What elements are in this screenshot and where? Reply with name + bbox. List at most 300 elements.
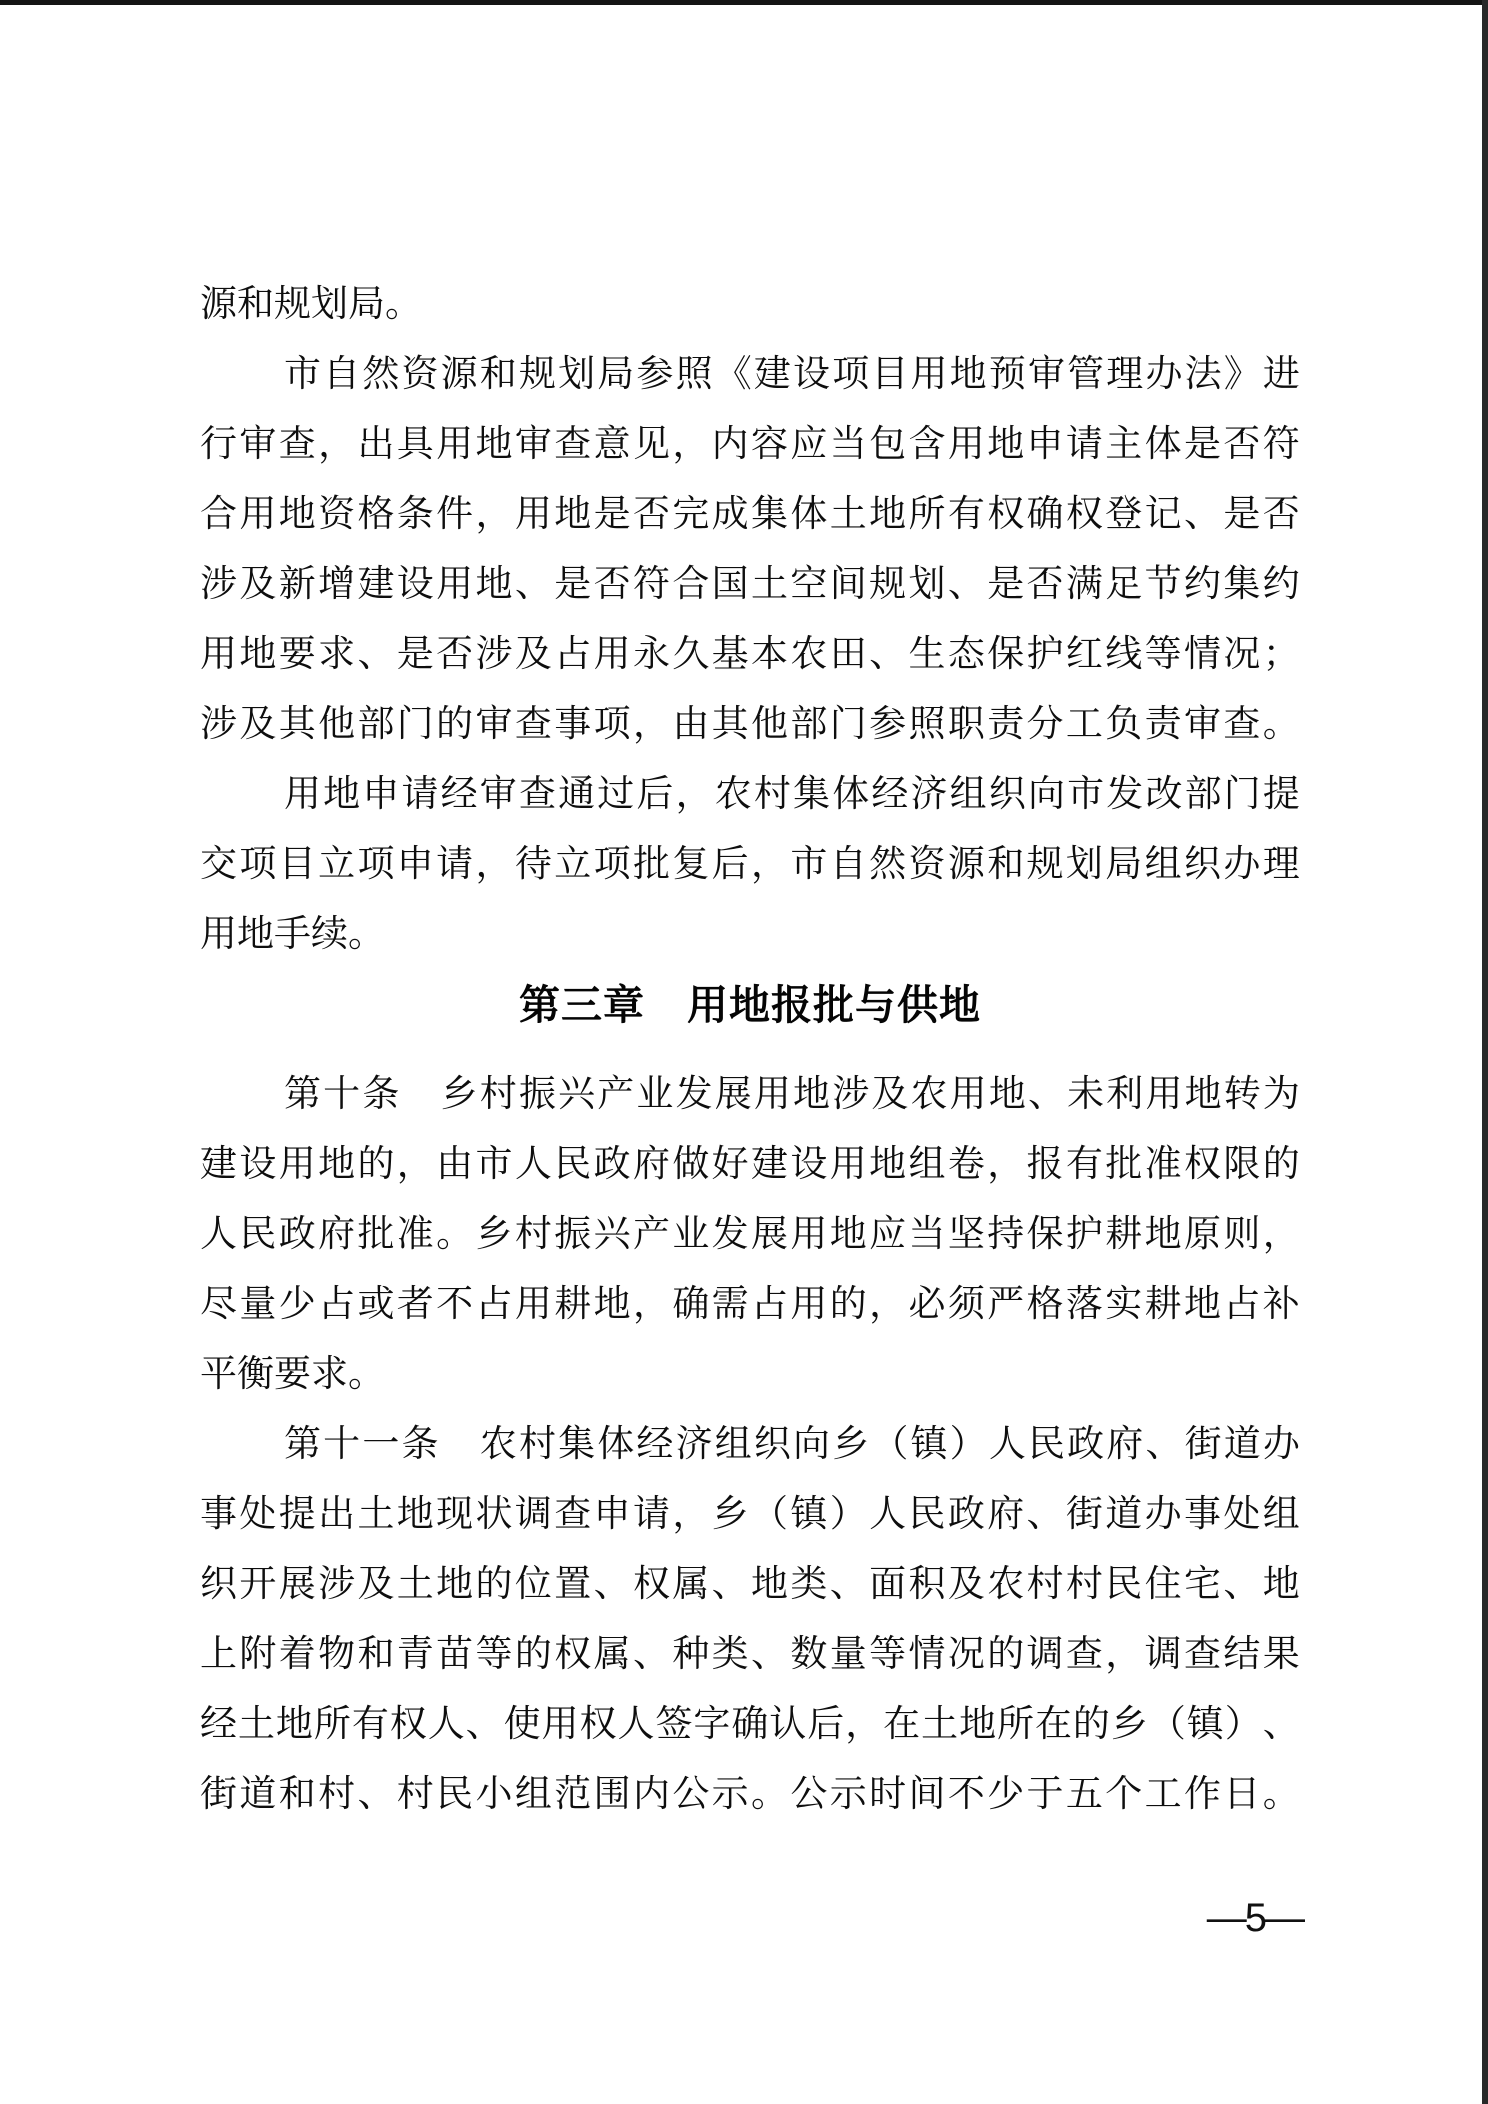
glyph: 请 bbox=[401, 774, 439, 815]
glyph: 审 bbox=[1183, 704, 1221, 745]
text-line bbox=[200, 1550, 1300, 1620]
glyph: 用 bbox=[514, 1284, 552, 1325]
glyph: 量 bbox=[239, 1284, 277, 1325]
glyph: 认 bbox=[769, 1704, 807, 1745]
glyph: 乡 bbox=[475, 1214, 513, 1255]
glyph: 卷 bbox=[947, 1144, 985, 1185]
glyph: 地 bbox=[318, 1144, 356, 1185]
paragraph bbox=[200, 1410, 1300, 1830]
glyph: 、 bbox=[751, 1634, 789, 1675]
glyph: 权 bbox=[632, 1564, 670, 1605]
glyph: 况 bbox=[1223, 634, 1261, 675]
glyph: 等 bbox=[475, 1634, 513, 1675]
glyph: 划 bbox=[558, 354, 596, 395]
glyph: 记 bbox=[1144, 494, 1182, 535]
glyph: 的 bbox=[475, 1564, 513, 1605]
glyph: 占 bbox=[318, 1284, 356, 1325]
glyph: 则 bbox=[1223, 1214, 1261, 1255]
glyph: 经 bbox=[440, 774, 478, 815]
glyph: 组 bbox=[1262, 1494, 1300, 1535]
glyph: 当 bbox=[829, 424, 867, 465]
glyph: 落 bbox=[1065, 1284, 1103, 1325]
glyph: 村 bbox=[518, 1424, 556, 1465]
glyph: 久 bbox=[672, 634, 710, 675]
glyph: 预 bbox=[988, 354, 1026, 395]
glyph: 组 bbox=[949, 774, 987, 815]
text-line bbox=[200, 340, 1300, 410]
glyph: 政 bbox=[1067, 1424, 1105, 1465]
glyph: 部 bbox=[357, 704, 395, 745]
glyph: 所 bbox=[997, 1704, 1035, 1745]
glyph: 者 bbox=[396, 1284, 434, 1325]
glyph: 当 bbox=[908, 1214, 946, 1255]
glyph: 地 bbox=[949, 354, 987, 395]
glyph: 村 bbox=[396, 1774, 434, 1815]
glyph: 村 bbox=[514, 1214, 552, 1255]
glyph: 划 bbox=[908, 564, 946, 605]
glyph: 的 bbox=[1072, 1704, 1110, 1745]
glyph: 田 bbox=[829, 634, 867, 675]
glyph: 府 bbox=[632, 1144, 670, 1185]
glyph: 条 bbox=[362, 1074, 400, 1115]
glyph: 提 bbox=[278, 1494, 316, 1535]
glyph: 用 bbox=[239, 494, 277, 535]
glyph: 具 bbox=[396, 424, 434, 465]
glyph: 、 bbox=[465, 1704, 503, 1745]
glyph: 内 bbox=[632, 1774, 670, 1815]
glyph: 示 bbox=[829, 1774, 867, 1815]
glyph: 农 bbox=[790, 634, 828, 675]
glyph: 照 bbox=[908, 704, 946, 745]
glyph: 符 bbox=[1262, 424, 1300, 465]
paragraph bbox=[200, 760, 1300, 970]
glyph: 设 bbox=[793, 354, 831, 395]
glyph: 审 bbox=[479, 774, 517, 815]
glyph: 权 bbox=[1065, 494, 1103, 535]
text-line bbox=[200, 1060, 1300, 1130]
glyph: 权 bbox=[554, 1634, 592, 1675]
glyph: 、 bbox=[711, 1564, 749, 1605]
glyph: 镇 bbox=[1186, 1704, 1224, 1745]
glyph: 地 bbox=[987, 424, 1025, 465]
glyph: 土 bbox=[921, 1704, 959, 1745]
text-line bbox=[200, 550, 1300, 620]
text-line bbox=[200, 690, 1300, 760]
text-line bbox=[200, 1480, 1300, 1550]
glyph: 间 bbox=[908, 1774, 946, 1815]
text-line bbox=[200, 410, 1300, 480]
glyph: 济 bbox=[675, 1424, 713, 1465]
glyph: 工 bbox=[1144, 1774, 1182, 1815]
glyph: 向 bbox=[793, 1424, 831, 1465]
glyph: 新 bbox=[278, 564, 316, 605]
glyph: 地 bbox=[436, 1564, 474, 1605]
glyph: 属 bbox=[672, 1564, 710, 1605]
glyph: 含 bbox=[908, 424, 946, 465]
glyph: 情 bbox=[1183, 634, 1221, 675]
glyph: 、 bbox=[357, 634, 395, 675]
glyph: 镇 bbox=[910, 1424, 948, 1465]
glyph: ， bbox=[1105, 1634, 1143, 1675]
glyph: 管 bbox=[1067, 354, 1105, 395]
glyph: 查 bbox=[1223, 704, 1261, 745]
glyph: 村 bbox=[318, 1774, 356, 1815]
glyph: 理 bbox=[1106, 354, 1144, 395]
glyph: 资 bbox=[318, 494, 356, 535]
glyph: 参 bbox=[869, 704, 907, 745]
glyph: 审 bbox=[514, 424, 552, 465]
glyph: 发 bbox=[711, 1214, 749, 1255]
glyph: 展 bbox=[751, 1214, 789, 1255]
glyph: 理 bbox=[1262, 844, 1300, 885]
glyph: 村 bbox=[1026, 1564, 1064, 1605]
glyph: 为 bbox=[1262, 1074, 1300, 1115]
glyph: 》 bbox=[1223, 354, 1261, 395]
glyph: 请 bbox=[632, 1494, 670, 1535]
glyph: 村 bbox=[479, 1074, 517, 1115]
glyph: 准 bbox=[1144, 1144, 1182, 1185]
glyph: 护 bbox=[1026, 634, 1064, 675]
glyph: 权 bbox=[1183, 1144, 1221, 1185]
glyph: 地 bbox=[1184, 1074, 1222, 1115]
glyph: 他 bbox=[318, 704, 356, 745]
glyph: 行 bbox=[200, 424, 237, 465]
glyph: 应 bbox=[790, 424, 828, 465]
glyph: ， bbox=[675, 774, 713, 815]
glyph: 镇 bbox=[790, 1494, 828, 1535]
glyph: 通 bbox=[558, 774, 596, 815]
glyph: 是 bbox=[554, 564, 592, 605]
glyph: 涉 bbox=[200, 704, 237, 745]
glyph bbox=[441, 1410, 478, 1480]
glyph: 生 bbox=[908, 634, 946, 675]
glyph: 用 bbox=[910, 354, 948, 395]
glyph: 门 bbox=[396, 704, 434, 745]
glyph: 地 bbox=[275, 1704, 313, 1745]
glyph: 公 bbox=[790, 1774, 828, 1815]
glyph: （ bbox=[1148, 1704, 1186, 1745]
glyph: 公 bbox=[672, 1774, 710, 1815]
glyph: 乡 bbox=[1110, 1704, 1148, 1745]
chapter-heading: 第三章 用地报批与供地 bbox=[519, 982, 981, 1028]
glyph: 果 bbox=[1262, 1634, 1300, 1675]
glyph: 过 bbox=[597, 774, 635, 815]
glyph: 结 bbox=[1223, 1634, 1261, 1675]
glyph: 尽 bbox=[200, 1284, 237, 1325]
glyph: 涉 bbox=[318, 1564, 356, 1605]
glyph: 体 bbox=[1144, 424, 1182, 465]
glyph: 批 bbox=[632, 844, 670, 885]
glyph: 出 bbox=[357, 424, 395, 465]
glyph: 门 bbox=[1223, 774, 1261, 815]
glyph: 项 bbox=[239, 844, 277, 885]
glyph: 和 bbox=[278, 1774, 316, 1815]
glyph: 个 bbox=[1105, 1774, 1143, 1815]
glyph: 是 bbox=[1223, 494, 1261, 535]
glyph: 申 bbox=[396, 844, 434, 885]
glyph: 体 bbox=[597, 1424, 635, 1465]
glyph: ， bbox=[1262, 1214, 1300, 1255]
glyph: 项 bbox=[832, 354, 870, 395]
glyph: 否 bbox=[1026, 564, 1064, 605]
glyph: 建 bbox=[200, 1144, 237, 1185]
glyph: 资 bbox=[401, 354, 439, 395]
glyph: 建 bbox=[751, 1144, 789, 1185]
glyph: 应 bbox=[869, 1214, 907, 1255]
glyph: 用 bbox=[829, 1144, 867, 1185]
glyph: 用 bbox=[284, 774, 321, 815]
glyph: 上 bbox=[200, 1634, 237, 1675]
glyph: 查 bbox=[1183, 1634, 1221, 1675]
glyph: 少 bbox=[987, 1774, 1025, 1815]
glyph: 和 bbox=[357, 1634, 395, 1675]
glyph: 目 bbox=[871, 354, 909, 395]
glyph: 、 bbox=[357, 1774, 395, 1815]
glyph: 农 bbox=[479, 1424, 517, 1465]
text-line bbox=[200, 620, 1300, 690]
glyph: 住 bbox=[1144, 1564, 1182, 1605]
glyph: 源 bbox=[440, 354, 478, 395]
glyph: 类 bbox=[790, 1564, 828, 1605]
glyph: 否 bbox=[1262, 494, 1300, 535]
glyph: 织 bbox=[988, 774, 1026, 815]
glyph: 青 bbox=[396, 1634, 434, 1675]
glyph: 格 bbox=[357, 494, 395, 535]
glyph: 是 bbox=[593, 494, 631, 535]
glyph: 人 bbox=[869, 1494, 907, 1535]
glyph: 示 bbox=[711, 1774, 749, 1815]
glyph: 耕 bbox=[554, 1284, 592, 1325]
glyph: 间 bbox=[829, 564, 867, 605]
glyph: 地 bbox=[475, 424, 513, 465]
glyph: 合 bbox=[200, 494, 237, 535]
glyph: 用 bbox=[200, 634, 237, 675]
glyph: 展 bbox=[714, 1074, 752, 1115]
glyph: 后 bbox=[636, 774, 674, 815]
glyph: ， bbox=[632, 704, 670, 745]
glyph: 办 bbox=[1145, 354, 1183, 395]
glyph: 交 bbox=[200, 844, 237, 885]
glyph: 办 bbox=[1223, 844, 1261, 885]
text-line bbox=[200, 760, 1300, 830]
glyph: 地 bbox=[396, 1494, 434, 1535]
glyph: 约 bbox=[1183, 564, 1221, 605]
glyph: 内 bbox=[711, 424, 749, 465]
scan-edge-right bbox=[1482, 0, 1488, 2104]
glyph: ， bbox=[845, 1704, 883, 1745]
glyph: 格 bbox=[1026, 1284, 1064, 1325]
paragraph bbox=[200, 1060, 1300, 1410]
glyph: 种 bbox=[672, 1634, 710, 1675]
glyph: 包 bbox=[869, 424, 907, 465]
glyph: 红 bbox=[1065, 634, 1103, 675]
glyph: 乡 bbox=[711, 1494, 749, 1535]
glyph: 确 bbox=[1026, 494, 1064, 535]
glyph: ， bbox=[475, 494, 513, 535]
glyph: 职 bbox=[947, 704, 985, 745]
glyph: 及 bbox=[357, 1564, 395, 1605]
glyph: 要 bbox=[278, 634, 316, 675]
glyph: 地 bbox=[323, 774, 361, 815]
glyph: 府 bbox=[318, 1214, 356, 1255]
glyph: 道 bbox=[1223, 1424, 1261, 1465]
glyph: 有 bbox=[1065, 1144, 1103, 1185]
text-line bbox=[200, 1130, 1300, 1200]
glyph: 涉 bbox=[200, 564, 237, 605]
glyph: ， bbox=[632, 1284, 670, 1325]
glyph: 参 bbox=[636, 354, 674, 395]
glyph: 复 bbox=[672, 844, 710, 885]
glyph: 约 bbox=[1262, 564, 1300, 605]
glyph: 权 bbox=[389, 1704, 427, 1745]
glyph: 然 bbox=[869, 844, 907, 885]
paragraph bbox=[200, 270, 1300, 340]
glyph: 在 bbox=[883, 1704, 921, 1745]
glyph: 签 bbox=[655, 1704, 693, 1745]
glyph: 目 bbox=[278, 844, 316, 885]
glyph: 少 bbox=[278, 1284, 316, 1325]
glyph: 严 bbox=[987, 1284, 1025, 1325]
glyph: 办 bbox=[1144, 1494, 1182, 1535]
glyph: ， bbox=[751, 844, 789, 885]
glyph: 权 bbox=[579, 1704, 617, 1745]
glyph: 类 bbox=[711, 1634, 749, 1675]
glyph: 村 bbox=[1065, 1564, 1103, 1605]
glyph: 不 bbox=[947, 1774, 985, 1815]
glyph: 民 bbox=[436, 1774, 474, 1815]
glyph: 申 bbox=[593, 1494, 631, 1535]
glyph: 地 bbox=[751, 1564, 789, 1605]
glyph: 本 bbox=[751, 634, 789, 675]
text-line bbox=[200, 1690, 1300, 1760]
glyph: 然 bbox=[362, 354, 400, 395]
glyph: 发 bbox=[1106, 774, 1144, 815]
glyph: 地 bbox=[869, 1144, 907, 1185]
glyph: 附 bbox=[239, 1634, 277, 1675]
glyph: 地 bbox=[829, 1214, 867, 1255]
glyph: 调 bbox=[514, 1494, 552, 1535]
glyph: ； bbox=[1262, 634, 1300, 675]
glyph: 项 bbox=[357, 844, 395, 885]
glyph: 有 bbox=[947, 494, 985, 535]
glyph: 组 bbox=[714, 1424, 752, 1465]
glyph: 进 bbox=[1262, 354, 1300, 395]
glyph: 。 bbox=[1262, 1774, 1300, 1815]
glyph: 保 bbox=[987, 634, 1025, 675]
glyph: ） bbox=[829, 1494, 867, 1535]
glyph bbox=[401, 1060, 438, 1130]
glyph: 审 bbox=[239, 424, 277, 465]
glyph: 增 bbox=[318, 564, 356, 605]
glyph: 村 bbox=[753, 774, 791, 815]
glyph: 规 bbox=[518, 354, 556, 395]
glyph: ） bbox=[1224, 1704, 1262, 1745]
glyph: 集 bbox=[1223, 564, 1261, 605]
glyph: 地 bbox=[239, 634, 277, 675]
glyph: 体 bbox=[790, 494, 828, 535]
glyph: 请 bbox=[436, 844, 474, 885]
glyph: 围 bbox=[593, 1774, 631, 1815]
glyph: 土 bbox=[357, 1494, 395, 1535]
glyph: 否 bbox=[593, 564, 631, 605]
glyph: 市 bbox=[284, 354, 321, 395]
glyph: 查 bbox=[278, 424, 316, 465]
text-line bbox=[200, 1270, 1300, 1340]
glyph: 满 bbox=[1065, 564, 1103, 605]
glyph: 地 bbox=[1262, 1564, 1300, 1605]
glyph: 民 bbox=[908, 1494, 946, 1535]
text-line bbox=[200, 1410, 1300, 1480]
glyph: ， bbox=[318, 424, 356, 465]
glyph: 组 bbox=[514, 1774, 552, 1815]
glyph: 地 bbox=[869, 494, 907, 535]
glyph: 民 bbox=[1027, 1424, 1065, 1465]
glyph: 街 bbox=[1184, 1424, 1222, 1465]
glyph: 集 bbox=[793, 774, 831, 815]
glyph: 地 bbox=[1144, 1214, 1182, 1255]
glyph: 地 bbox=[988, 1074, 1026, 1115]
glyph: 市 bbox=[790, 844, 828, 885]
glyph: 属 bbox=[593, 1634, 631, 1675]
glyph: 项 bbox=[593, 704, 631, 745]
glyph: 量 bbox=[829, 1634, 867, 1675]
glyph: 是 bbox=[396, 634, 434, 675]
glyph: 局 bbox=[597, 354, 635, 395]
glyph: 查 bbox=[554, 1494, 592, 1535]
glyph: 人 bbox=[427, 1704, 465, 1745]
glyph: 查 bbox=[514, 704, 552, 745]
glyph: 产 bbox=[632, 1214, 670, 1255]
glyph: ， bbox=[396, 1144, 434, 1185]
glyph: 设 bbox=[396, 564, 434, 605]
glyph: 或 bbox=[357, 1284, 395, 1325]
glyph: 、 bbox=[1223, 1564, 1261, 1605]
glyph: 合 bbox=[672, 564, 710, 605]
glyph: 局 bbox=[1105, 844, 1143, 885]
glyph: 的 bbox=[1262, 1144, 1300, 1185]
glyph: 报 bbox=[1026, 1144, 1064, 1185]
glyph: 利 bbox=[1106, 1074, 1144, 1115]
glyph: 地 bbox=[959, 1704, 997, 1745]
glyph: 责 bbox=[987, 704, 1025, 745]
scan-edge-top bbox=[0, 0, 1488, 5]
glyph: 、 bbox=[1027, 1074, 1065, 1115]
glyph: 容 bbox=[751, 424, 789, 465]
glyph: 物 bbox=[318, 1634, 356, 1675]
glyph: 国 bbox=[711, 564, 749, 605]
glyph: 件 bbox=[436, 494, 474, 535]
glyph: 。 bbox=[751, 1774, 789, 1815]
glyph: 否 bbox=[1223, 424, 1261, 465]
paragraph bbox=[200, 340, 1300, 760]
glyph: 政 bbox=[947, 1494, 985, 1535]
glyph: 转 bbox=[1223, 1074, 1261, 1115]
glyph: 批 bbox=[357, 1214, 395, 1255]
glyph: 空 bbox=[790, 564, 828, 605]
glyph: 护 bbox=[1065, 1214, 1103, 1255]
glyph: ， bbox=[672, 1494, 710, 1535]
glyph: 、 bbox=[1026, 1494, 1064, 1535]
glyph: 情 bbox=[908, 1634, 946, 1675]
glyph: 的 bbox=[514, 1634, 552, 1675]
glyph: 用 bbox=[436, 424, 474, 465]
glyph: 等 bbox=[1144, 634, 1182, 675]
glyph: 人 bbox=[617, 1704, 655, 1745]
glyph: 、 bbox=[593, 1564, 631, 1605]
glyph: 态 bbox=[947, 634, 985, 675]
glyph: 的 bbox=[436, 704, 474, 745]
glyph: 五 bbox=[1065, 1774, 1103, 1815]
